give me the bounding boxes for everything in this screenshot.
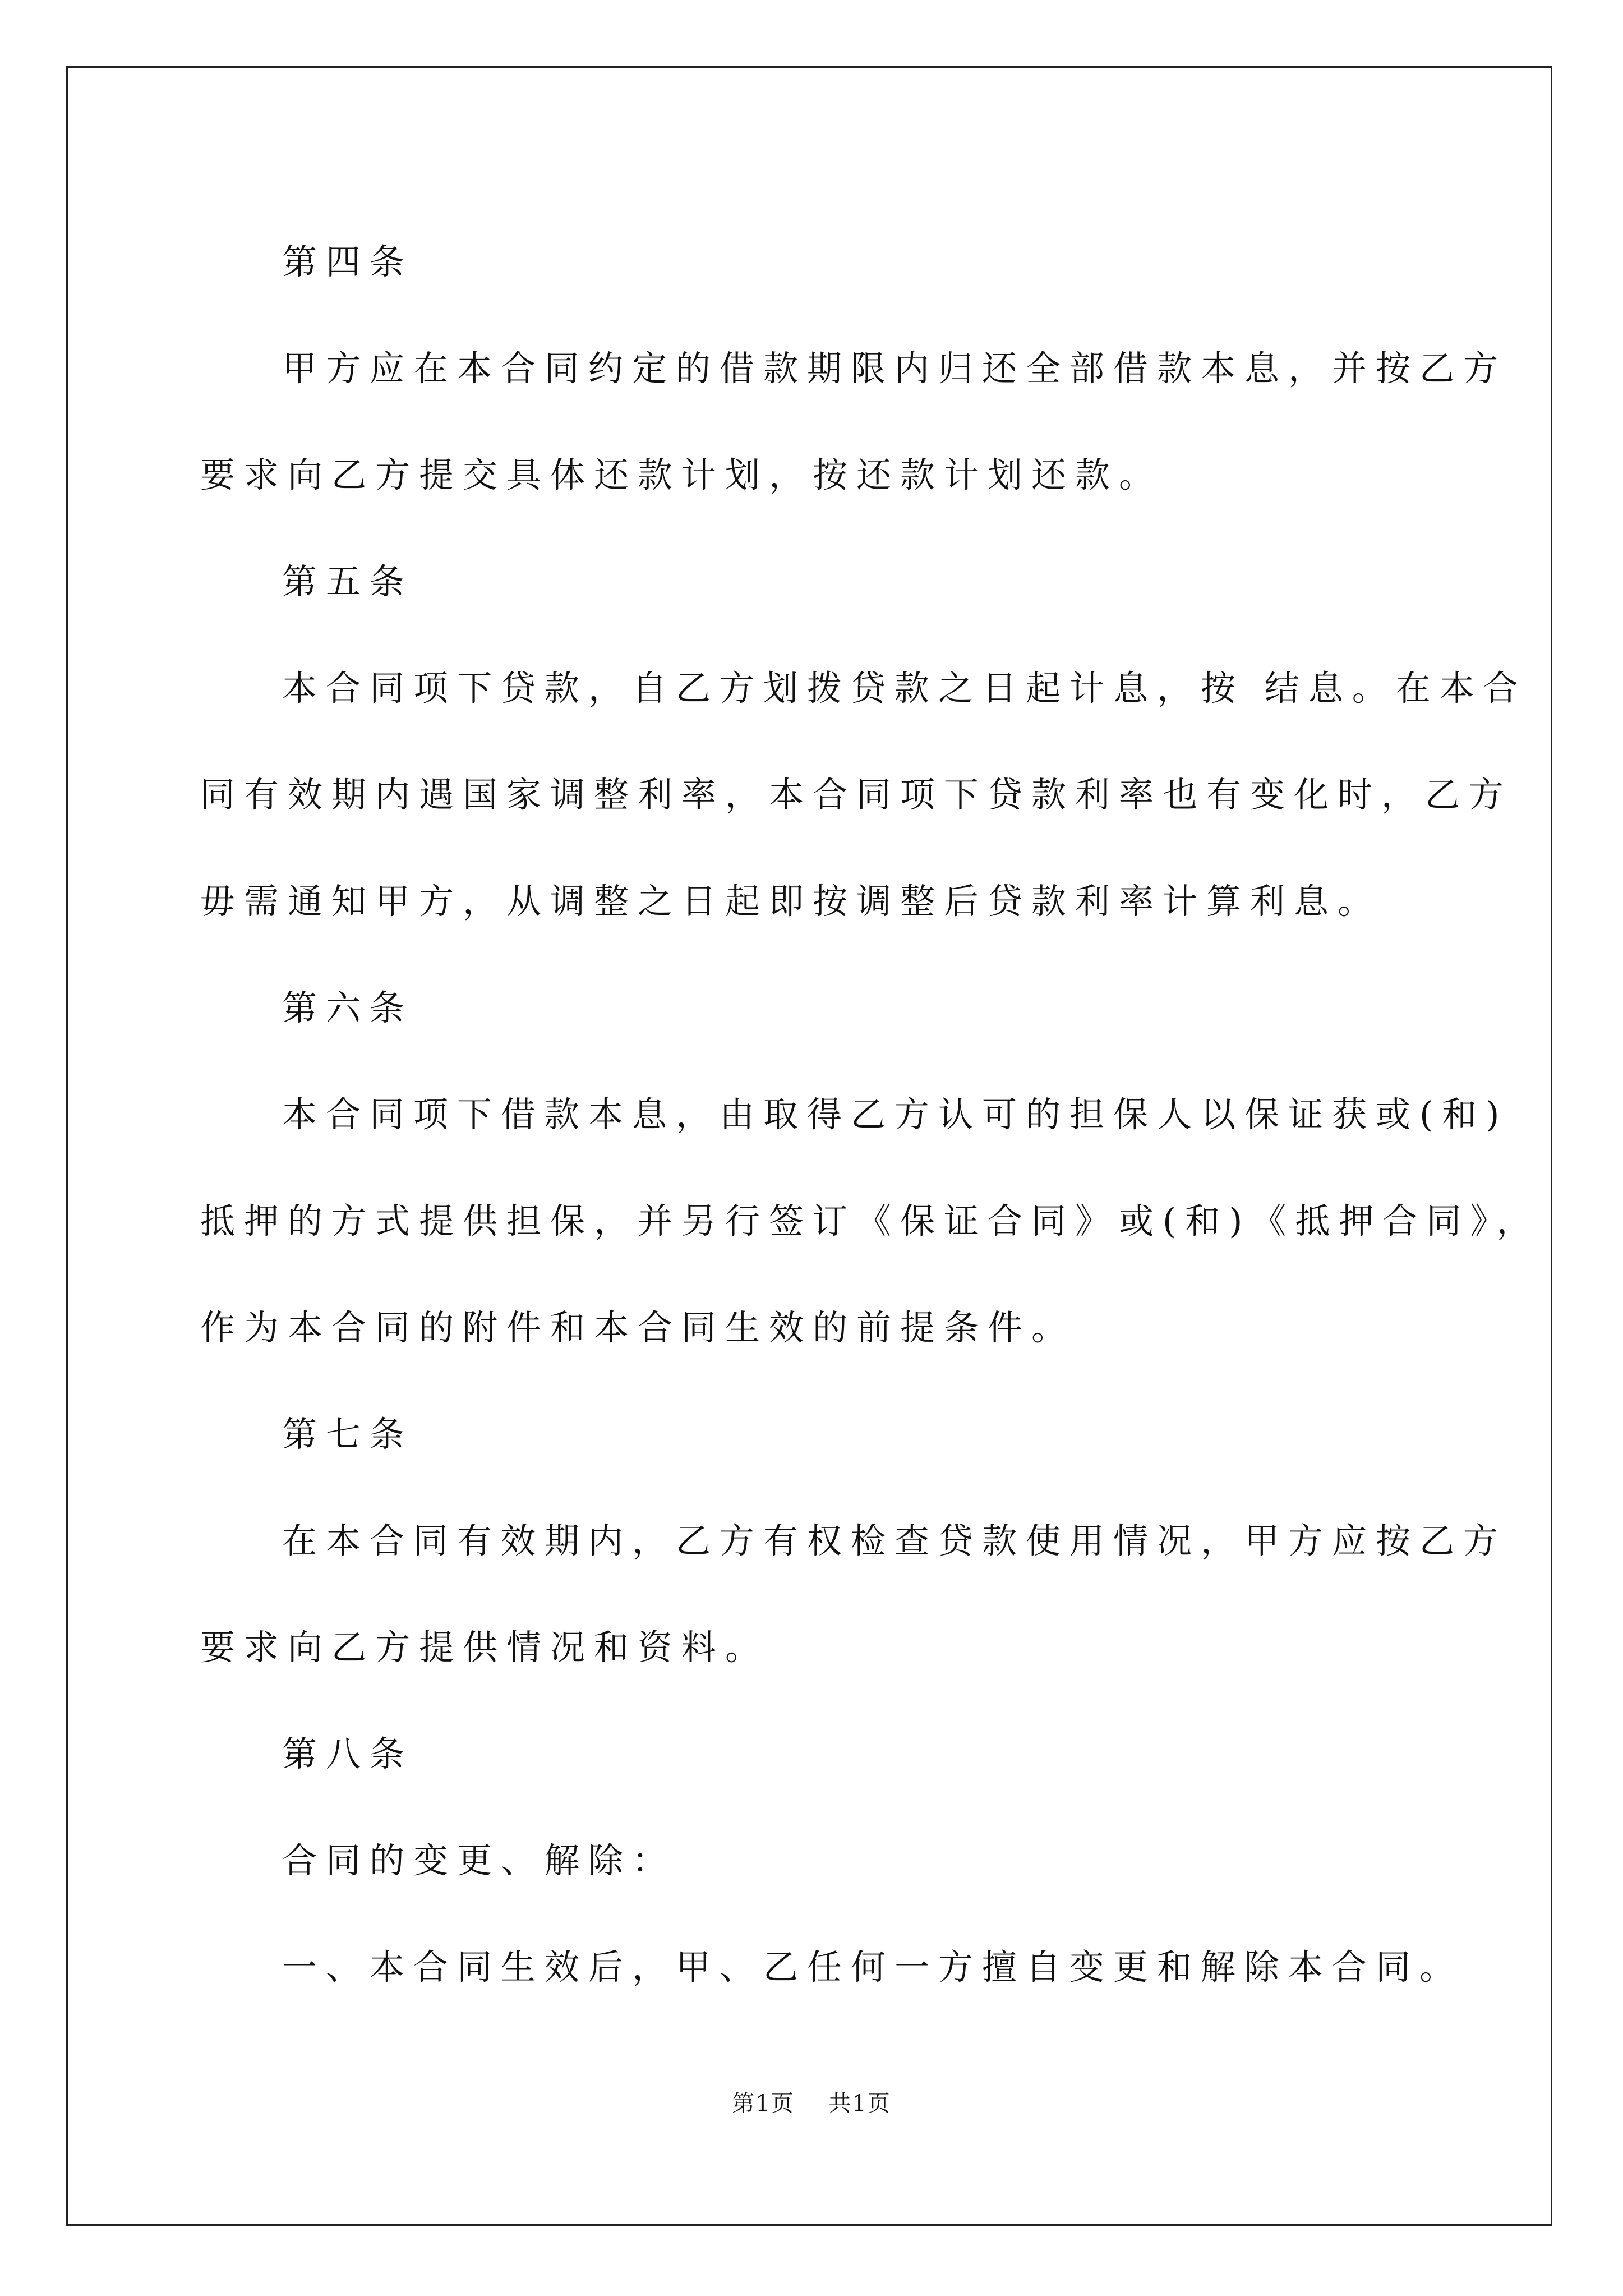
article-6-paragraph-line-1: 本合同项下借款本息，由取得乙方认可的担保人以保证获或(和): [282, 1094, 1509, 1135]
document-body: [200, 209, 1541, 2021]
article-7-paragraph-line-2: 要求向乙方提供情况和资料。: [200, 1627, 769, 1668]
article-5-paragraph-line-2: 同有效期内遇国家调整利率，本合同项下贷款利率也有变化时，乙方: [200, 774, 1513, 815]
article-7-paragraph-line-1: 在本合同有效期内，乙方有权检查贷款使用情况，甲方应按乙方: [282, 1520, 1507, 1561]
article-8-item-1: 一、本合同生效后，甲、乙任何一方擅自变更和解除本合同。: [282, 1947, 1464, 1987]
article-7-heading: 第七条: [282, 1414, 414, 1455]
article-5-heading: 第五条: [282, 561, 414, 602]
article-4-paragraph-line-2: 要求向乙方提交具体还款计划，按还款计划还款。: [200, 454, 1163, 495]
article-6-heading: 第六条: [282, 987, 414, 1028]
article-5-paragraph-line-1: 本合同项下贷款，自乙方划拨贷款之日起计息，按 结息。在本合: [282, 668, 1527, 708]
article-4-paragraph-line-1: 甲方应在本合同约定的借款期限内归还全部借款本息，并按乙方: [282, 348, 1507, 389]
article-8-intro: 合同的变更、解除：: [282, 1840, 676, 1881]
page-footer: [0, 2088, 1623, 2119]
article-6-paragraph-line-2: 抵押的方式提供担保，并另行签订《保证合同》或(和)《抵押合同》，: [200, 1200, 1541, 1241]
page-number-current: 第1页: [732, 2091, 795, 2116]
article-4-heading: 第四条: [282, 241, 414, 282]
page-number-total: 共1页: [828, 2091, 891, 2116]
article-5-paragraph-line-3: 毋需通知甲方，从调整之日起即按调整后贷款利率计算利息。: [200, 881, 1382, 922]
article-8-heading: 第八条: [282, 1733, 414, 1774]
article-6-paragraph-line-3: 作为本合同的附件和本合同生效的前提条件。: [200, 1307, 1076, 1348]
